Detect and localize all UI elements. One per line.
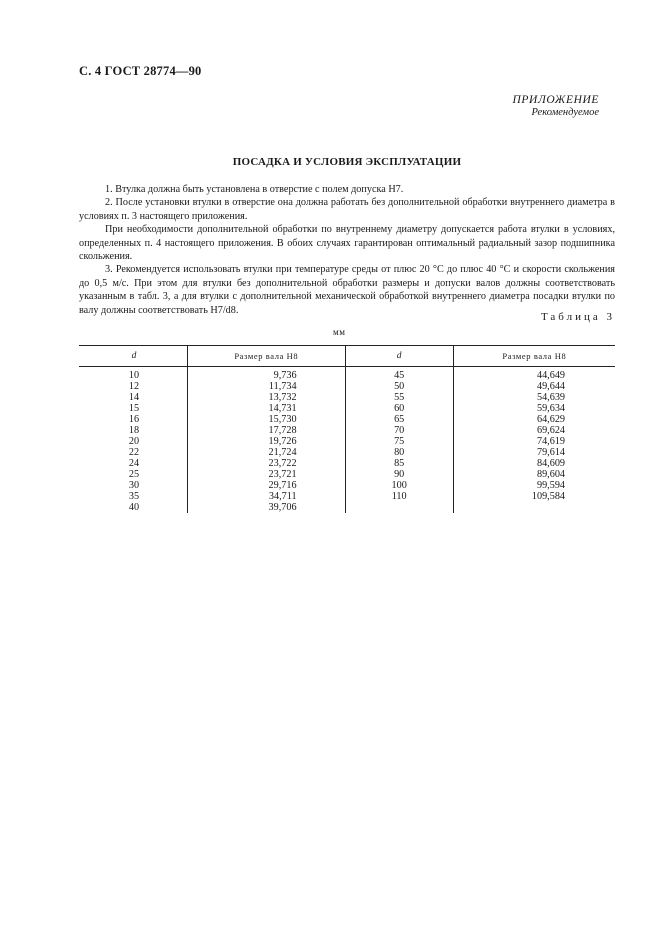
cell-d-right: 110 [345, 491, 453, 502]
cell-shaft-right: 44,649 [453, 367, 615, 382]
header-d-left: d [79, 346, 188, 367]
cell-shaft-right: 89,604 [453, 469, 615, 480]
cell-shaft-left: 29,716 [188, 480, 346, 491]
body-text [79, 183, 615, 317]
cell-shaft-left: 23,721 [188, 469, 346, 480]
table-row [79, 480, 615, 491]
cell-shaft-right: 79,614 [453, 447, 615, 458]
cell-shaft-left: 21,724 [188, 447, 346, 458]
cell-shaft-right: 99,594 [453, 480, 615, 491]
table-row [79, 447, 615, 458]
cell-shaft-right: 84,609 [453, 458, 615, 469]
cell-shaft-right: 69,624 [453, 425, 615, 436]
cell-d-right: 90 [345, 469, 453, 480]
appendix-label-block [513, 94, 599, 118]
table-row [79, 414, 615, 425]
table-row [79, 436, 615, 447]
cell-d-right [345, 502, 453, 513]
cell-d-left: 10 [128, 370, 140, 381]
table-row [79, 458, 615, 469]
cell-d-left: 30 [128, 480, 140, 491]
cell-d-right: 75 [345, 436, 453, 447]
cell-d-right: 50 [345, 381, 453, 392]
table-body [79, 367, 615, 514]
cell-d-right: 45 [345, 367, 453, 382]
cell-shaft-left: 11,734 [188, 381, 346, 392]
cell-shaft-right: 109,584 [453, 491, 615, 502]
table-row [79, 425, 615, 436]
cell-shaft-left: 19,726 [188, 436, 346, 447]
paragraph-2: 2. После установки втулки в отверстие она должна работать без дополнительной обработки внутреннего диаметра в условиях п. 3 настоящего приложения. [79, 197, 615, 222]
header-shaft-left: Размер вала Н8 [188, 346, 346, 367]
cell-d-left: 20 [128, 436, 140, 447]
table-row [79, 392, 615, 403]
table-header-row [79, 346, 615, 367]
cell-d-right: 55 [345, 392, 453, 403]
appendix-status: Рекомендуемое [531, 107, 599, 118]
cell-d-left: 22 [128, 447, 140, 458]
cell-shaft-left: 23,722 [188, 458, 346, 469]
cell-shaft-right: 49,644 [453, 381, 615, 392]
cell-d-left: 25 [128, 469, 140, 480]
cell-shaft-right: 59,634 [453, 403, 615, 414]
table-unit: мм [333, 327, 346, 337]
cell-d-right: 60 [345, 403, 453, 414]
cell-shaft-right: 64,629 [453, 414, 615, 425]
cell-shaft-left: 17,728 [188, 425, 346, 436]
table-row [79, 367, 615, 382]
table-row [79, 502, 615, 513]
cell-d-left: 18 [128, 425, 140, 436]
appendix-label: ПРИЛОЖЕНИЕ [512, 94, 599, 106]
table-row [79, 403, 615, 414]
paragraph-3: При необходимости дополнительной обработки по внутреннему диаметру допускается работа втулки в условиях, определенных п. 4 настоящего приложения. В обоих случаях гарантирован оптимальный радиальный зазор подшипника скольжения. [79, 224, 615, 263]
cell-d-left: 35 [128, 491, 140, 502]
paragraph-4: 3. Рекомендуется использовать втулки при температуре среды от плюс 20 °С до плюс 40 °С и скорости скольжения до 0,5 м/с. При этом для втулки без дополнительной обработки размеры и допуски валов должны соответствовать указанным в табл. 3, а для втулки с дополнительной механической обработкой внутреннего диаметра посадки втулки по валу должны соответствовать H7/d8. [79, 264, 615, 316]
cell-d-left: 24 [128, 458, 140, 469]
page-header: С. 4 ГОСТ 28774—90 [79, 64, 202, 78]
header-d-right: d [345, 346, 453, 367]
cell-d-left: 14 [128, 392, 140, 403]
shaft-size-table [79, 345, 615, 513]
table-row [79, 381, 615, 392]
cell-d-left: 40 [128, 502, 140, 513]
cell-shaft-right: 74,619 [453, 436, 615, 447]
header-shaft-right: Размер вала Н8 [453, 346, 615, 367]
cell-shaft-right: 54,639 [453, 392, 615, 403]
table-row [79, 491, 615, 502]
cell-shaft-left: 14,731 [188, 403, 346, 414]
paragraph-1: 1. Втулка должна быть установлена в отверстие с полем допуска Н7. [105, 184, 404, 195]
cell-d-left: 12 [128, 381, 140, 392]
cell-shaft-left: 34,711 [188, 491, 346, 502]
cell-shaft-left: 15,730 [188, 414, 346, 425]
cell-d-left: 16 [128, 414, 140, 425]
cell-shaft-left: 9,736 [188, 367, 346, 382]
cell-d-right: 80 [345, 447, 453, 458]
cell-d-right: 70 [345, 425, 453, 436]
table-row [79, 469, 615, 480]
cell-d-right: 100 [345, 480, 453, 491]
cell-shaft-right [453, 502, 615, 513]
cell-d-right: 65 [345, 414, 453, 425]
cell-shaft-left: 13,732 [188, 392, 346, 403]
table-caption: Таблица 3 [540, 311, 615, 323]
section-title: ПОСАДКА И УСЛОВИЯ ЭКСПЛУАТАЦИИ [232, 156, 462, 168]
cell-shaft-left: 39,706 [188, 502, 346, 513]
cell-d-right: 85 [345, 458, 453, 469]
cell-d-left: 15 [128, 403, 140, 414]
